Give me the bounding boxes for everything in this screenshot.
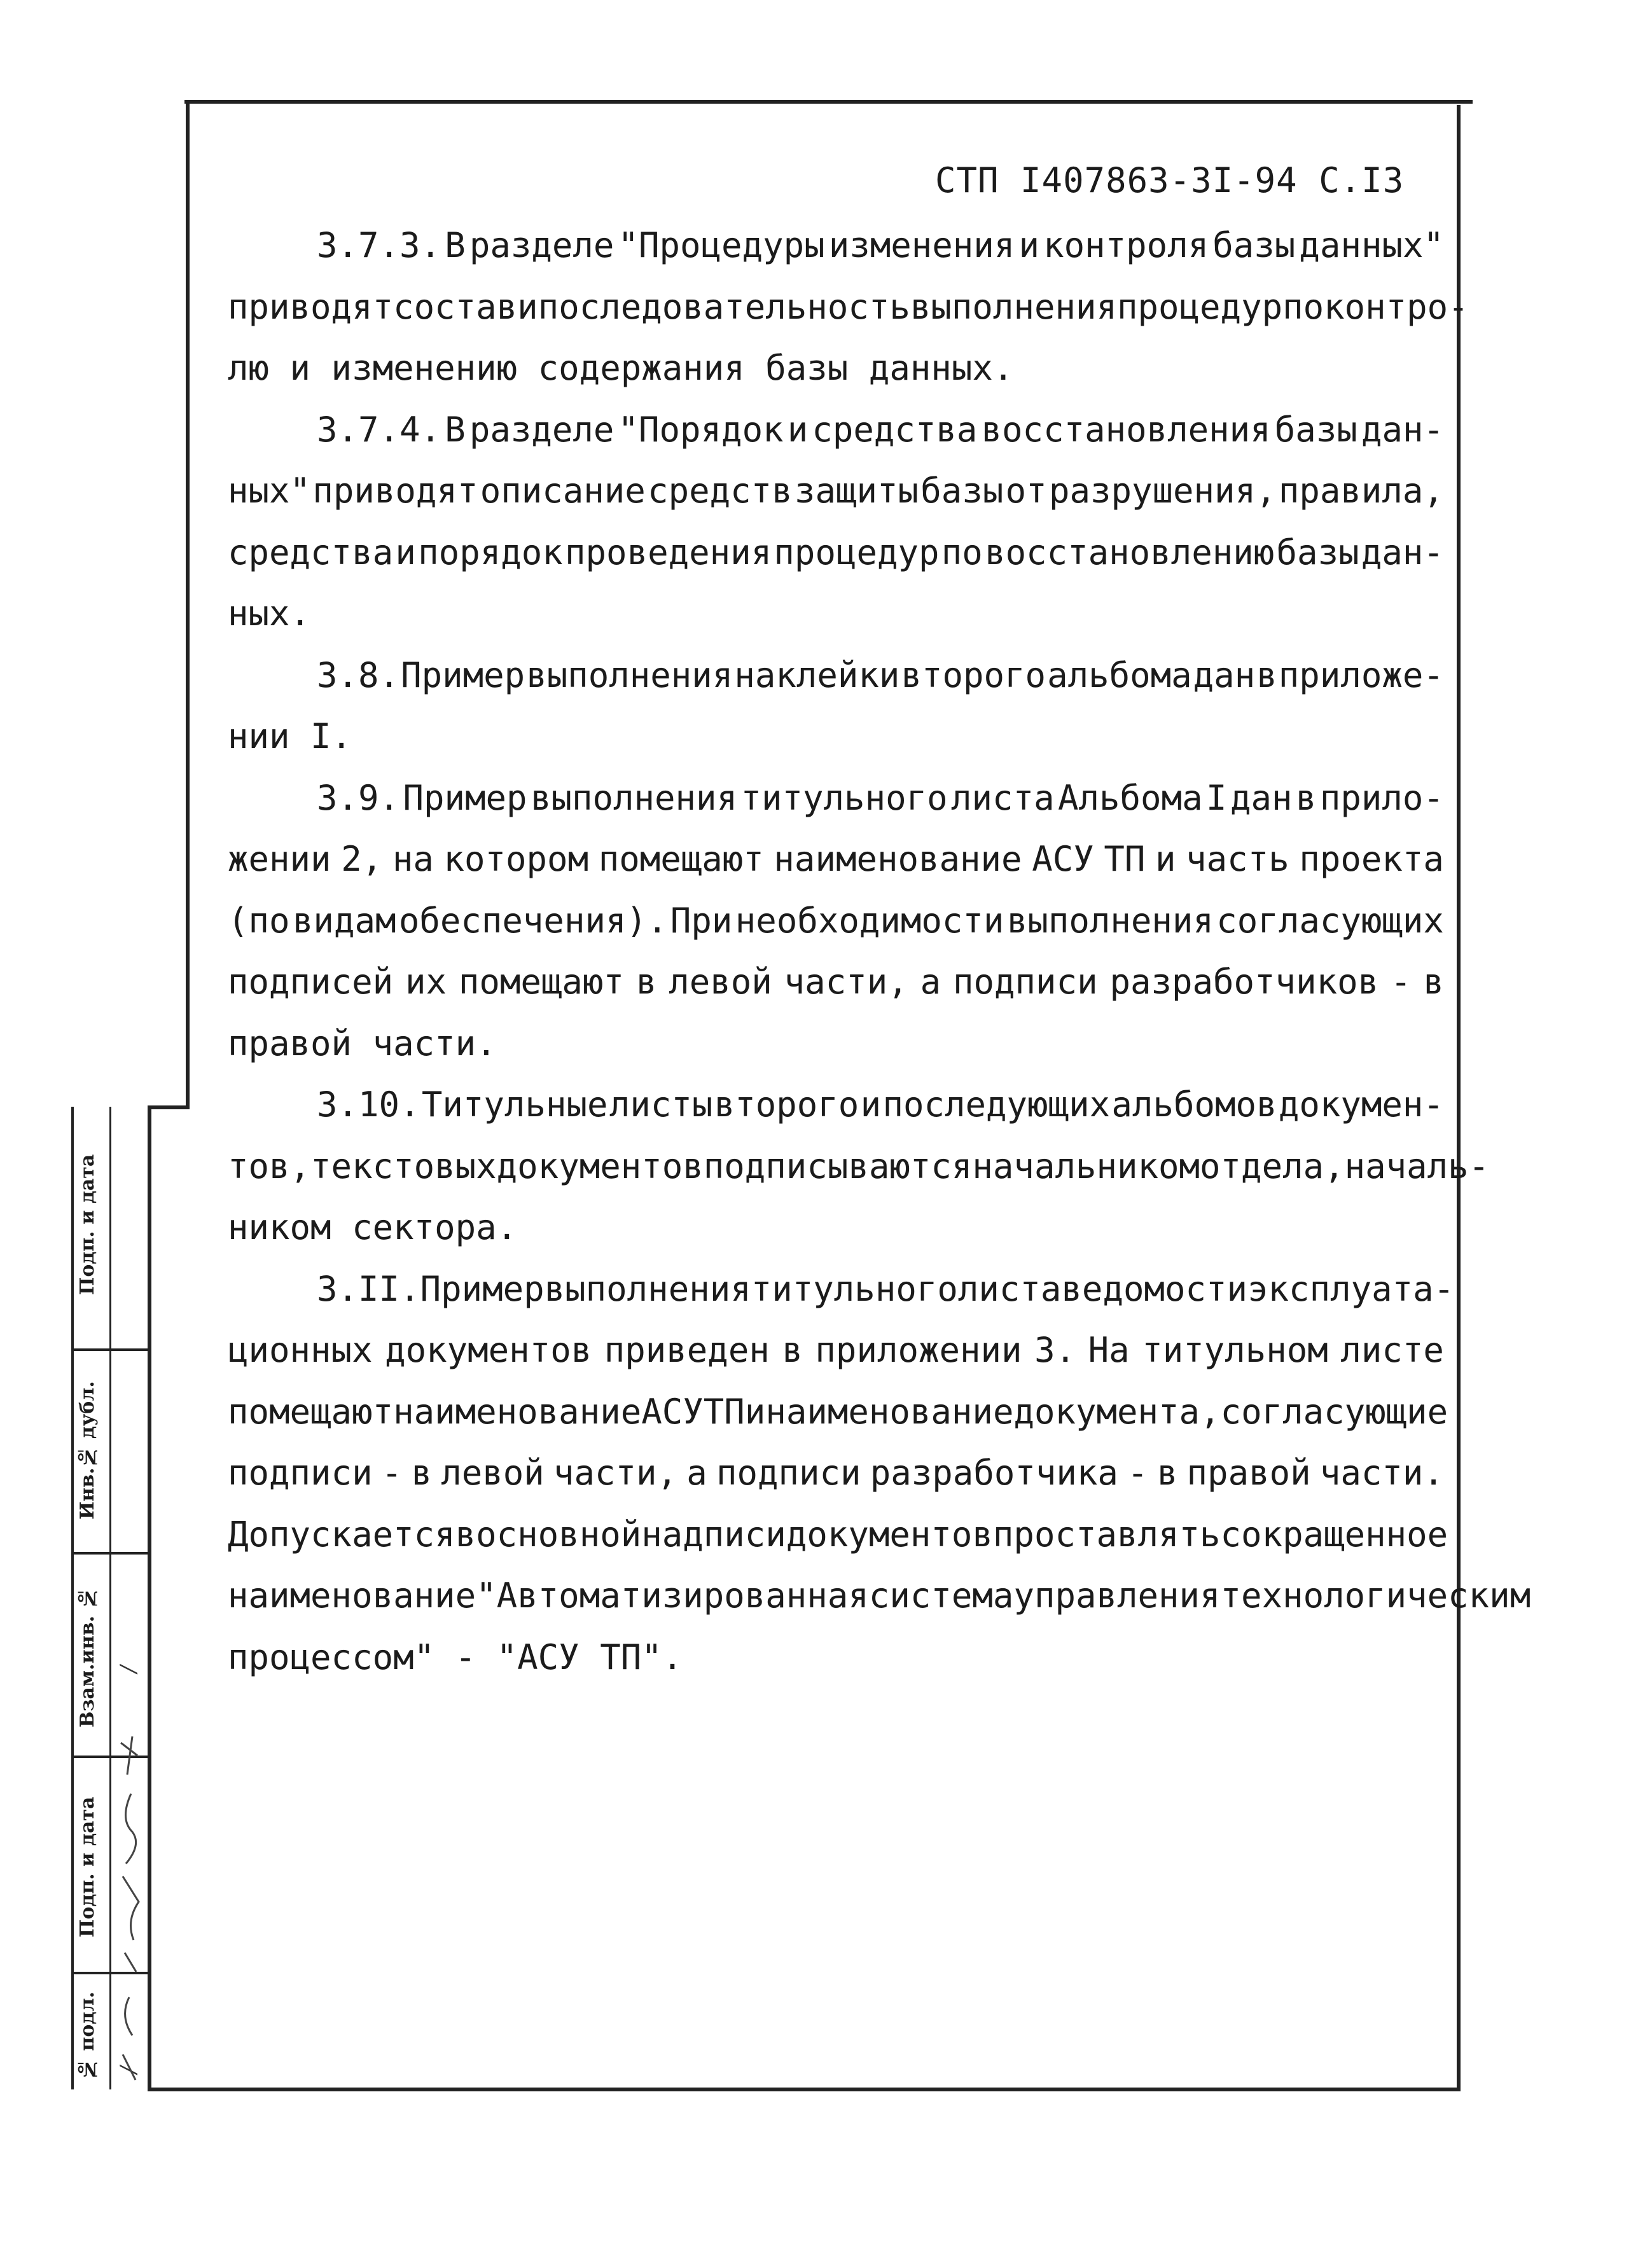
text-word: Пример (403, 777, 527, 818)
text-word: проставлять (992, 1514, 1221, 1555)
text-word: Допускается (228, 1514, 455, 1555)
text-line (228, 461, 1444, 522)
frame-left-lower (148, 1107, 151, 2091)
text-word: подписи (228, 1453, 373, 1493)
text-line (228, 1136, 1490, 1198)
text-word: изменения (828, 225, 1015, 265)
text-word: подписи (953, 962, 1098, 1002)
text-word: и (1018, 225, 1039, 265)
text-word: документа, (1013, 1391, 1221, 1432)
text-line (228, 768, 1444, 829)
text-word: АСУ (1032, 839, 1094, 879)
text-word: Альбома (1058, 777, 1203, 818)
text-word: альбома (1047, 655, 1192, 695)
text-word: начальником (972, 1146, 1200, 1186)
text-word: При (670, 900, 733, 941)
text-word: Титульные (421, 1084, 608, 1125)
text-word: помещают (458, 962, 624, 1002)
text-word: эксплуата- (1247, 1268, 1455, 1309)
text-word: технологическим (1220, 1576, 1531, 1616)
text-word: выполнения (544, 1268, 751, 1309)
text-word: второго (714, 1084, 859, 1125)
text-word: процедур (1117, 286, 1283, 327)
text-word: I (1206, 777, 1227, 818)
frame-top (184, 100, 1473, 104)
text-word: титульном (1142, 1330, 1328, 1370)
stamp-label-sign-date-2: Подп. и дата (76, 1796, 99, 1937)
text-word: проведения (565, 532, 772, 572)
text-word: в (782, 1330, 803, 1370)
text-word: в (1256, 655, 1277, 695)
text-line: ных. (228, 593, 311, 634)
text-word: документов (786, 1514, 993, 1555)
text-line (228, 1382, 1448, 1443)
text-word: базы (1274, 409, 1357, 450)
text-word: текстовых (310, 1146, 497, 1186)
text-word: наименование (228, 1576, 476, 1616)
text-word: 3.II. (317, 1268, 420, 1309)
text-word: выполнения (910, 286, 1117, 327)
text-word: (по (228, 900, 290, 941)
stamp-divider (109, 1107, 111, 2089)
text-word: управления (1013, 1576, 1221, 1616)
text-word: 3.7.4. (317, 409, 441, 450)
text-word: последовательность (538, 286, 910, 327)
text-line: процессом" - "АСУ ТП". (228, 1637, 683, 1677)
text-word: процедур (774, 532, 940, 572)
text-line (228, 399, 1444, 461)
text-line: нии I. (228, 716, 352, 756)
text-word: состав (393, 286, 518, 327)
text-word: система (868, 1576, 1014, 1616)
text-word: "Порядок (618, 409, 784, 450)
text-word: часть (1186, 839, 1289, 879)
text-word: а (686, 1453, 707, 1493)
text-line (228, 1259, 1455, 1320)
text-word: базы (1276, 532, 1359, 572)
text-word: правой (1186, 1453, 1311, 1493)
text-line (228, 1443, 1444, 1504)
frame-left (186, 102, 190, 1107)
text-word: началь- (1344, 1146, 1490, 1186)
text-word: правила, (1278, 471, 1444, 511)
stamp-border (71, 1107, 74, 2089)
text-word: разрушения, (1048, 471, 1277, 511)
text-word: листа (957, 1268, 1062, 1309)
text-word: На (1088, 1330, 1130, 1370)
text-line (228, 1565, 1531, 1627)
text-word: подписей (228, 962, 394, 1002)
frame-right (1457, 105, 1461, 2091)
text-word: и (1155, 839, 1176, 879)
stamp-label-sign-date-1: Подп. и дата (76, 1154, 99, 1295)
text-word: разработчиков (1109, 962, 1379, 1002)
text-word: наименование (774, 839, 1022, 879)
text-word: приводят (228, 286, 394, 327)
text-word: выполнения (530, 777, 738, 818)
text-line (228, 952, 1444, 1013)
text-word: и (395, 532, 416, 572)
text-word: видам (292, 900, 396, 941)
text-word: на (392, 839, 434, 879)
text-word: котором (443, 839, 589, 879)
text-line: ником сектора. (228, 1207, 518, 1247)
text-word: части, (553, 1453, 678, 1493)
text-word: по (941, 532, 983, 572)
text-word: "Автоматизированная (476, 1576, 869, 1616)
text-word: дан- (1361, 409, 1444, 450)
text-word: 2, (341, 839, 383, 879)
stamp-handwritten-mark: / (116, 1665, 141, 1673)
text-word: дан- (1361, 532, 1444, 572)
text-word: разделе (469, 225, 614, 265)
text-word: 3.7.3. (317, 225, 441, 265)
stamp-separator (71, 1348, 148, 1351)
text-word: обеспечения). (398, 900, 668, 941)
text-word: приведен (604, 1330, 770, 1370)
text-word: дан (1193, 655, 1256, 695)
text-word: сокращенное (1220, 1514, 1448, 1555)
text-word: в (635, 962, 657, 1002)
handwritten-signature (113, 1717, 145, 2048)
stamp-handwritten-mark: / (116, 2066, 141, 2074)
text-word: контроля (1043, 225, 1209, 265)
text-word: помещают (228, 1391, 394, 1432)
text-word: ТП (703, 1391, 745, 1432)
text-word: 3.9. (317, 777, 400, 818)
text-word: ных" (228, 471, 311, 511)
text-word: помещают (598, 839, 764, 879)
text-word: 3. (1034, 1330, 1076, 1370)
text-word: 3.10. (317, 1084, 420, 1125)
text-word: титульного (740, 777, 948, 818)
text-word: и (860, 1084, 882, 1125)
text-word: восстановлению (985, 532, 1275, 572)
text-word: в (411, 1453, 433, 1493)
text-word: восстановления (981, 409, 1271, 450)
text-word: Пример (420, 1268, 545, 1309)
text-word: части, (784, 962, 908, 1002)
text-line (228, 890, 1444, 952)
text-word: разработчика (870, 1453, 1118, 1493)
text-word: приложении (815, 1330, 1022, 1370)
text-word: "Процедуры (618, 225, 825, 265)
text-word: листе (1340, 1330, 1444, 1370)
text-word: ведомости (1061, 1268, 1248, 1309)
text-word: прило- (1319, 777, 1444, 818)
text-line (228, 1504, 1448, 1566)
text-word: описание (480, 471, 646, 511)
text-word: проекта (1299, 839, 1444, 879)
body-text (228, 215, 1531, 1688)
text-word: в (1423, 962, 1444, 1002)
frame-step (148, 1105, 190, 1109)
text-word: - (1390, 962, 1412, 1002)
text-word: последующих (882, 1084, 1111, 1125)
text-word: выполнения (526, 655, 733, 695)
text-word: второго (901, 655, 1046, 695)
text-word: - (381, 1453, 403, 1493)
text-word: - (1127, 1453, 1148, 1493)
text-word: приводят (312, 471, 478, 511)
text-word: жении (228, 839, 331, 879)
text-word: части. (1319, 1453, 1444, 1493)
text-word: подписываются (703, 1146, 973, 1186)
text-word: наклейки (734, 655, 900, 695)
text-word: в (1295, 777, 1317, 818)
stamp-separator (71, 1552, 148, 1555)
text-line (228, 829, 1444, 890)
text-word: и (744, 1391, 766, 1432)
document-code: СТП I407863-3I-94 С.I3 (935, 160, 1405, 200)
text-line (228, 1074, 1444, 1136)
text-word: по (1282, 286, 1324, 327)
text-word: альбомов (1111, 1084, 1277, 1125)
handwritten-slash (113, 2048, 145, 2086)
text-word: данных" (1299, 225, 1444, 265)
text-word: надписи (641, 1514, 786, 1555)
text-word: выполнения (1006, 900, 1214, 941)
text-word: отдела, (1200, 1146, 1345, 1186)
text-word: титульного (751, 1268, 958, 1309)
text-line (228, 277, 1469, 338)
text-line (228, 1320, 1444, 1382)
text-word: в (1156, 1453, 1178, 1493)
text-word: и (517, 286, 538, 327)
text-word: средства (228, 532, 394, 572)
text-word: АСУ (641, 1391, 704, 1432)
text-word: разделе (469, 409, 614, 450)
text-line (228, 215, 1444, 277)
text-word: контро- (1324, 286, 1469, 327)
text-word: документов (385, 1330, 592, 1370)
text-word: левой (669, 962, 772, 1002)
text-word: средств (648, 471, 793, 511)
text-word: листы (609, 1084, 713, 1125)
frame-bottom (148, 2088, 1461, 2091)
stamp-label-replace-inv: Взам.инв. № (76, 1586, 99, 1728)
text-word: ционных (228, 1330, 373, 1370)
text-word: дан (1230, 777, 1293, 818)
text-line: лю и изменению содержания базы данных. (228, 348, 1014, 388)
text-word: докумен- (1278, 1084, 1444, 1125)
side-stamp (71, 1107, 148, 2099)
text-word: в (455, 1514, 476, 1555)
text-line (228, 645, 1444, 707)
text-word: В (445, 409, 466, 450)
text-word: согласующих (1216, 900, 1444, 941)
text-word: документов (496, 1146, 704, 1186)
text-word: а (920, 962, 941, 1002)
text-word: ТП (1104, 839, 1146, 879)
text-word: В (445, 225, 466, 265)
text-word: 3.8. (317, 655, 400, 695)
text-line (228, 522, 1444, 584)
text-line: правой части. (228, 1023, 497, 1063)
text-word: наименование (393, 1391, 642, 1432)
text-word: средства (812, 409, 978, 450)
text-word: необходимости (735, 900, 1004, 941)
stamp-label-orig-inv: № подл. (76, 1991, 99, 2080)
text-word: базы (1212, 225, 1296, 265)
text-word: их (405, 962, 447, 1002)
text-word: и (787, 409, 809, 450)
text-word: тов, (228, 1146, 311, 1186)
text-word: левой (441, 1453, 545, 1493)
text-word: листа (951, 777, 1055, 818)
text-word: согласующие (1220, 1391, 1448, 1432)
stamp-label-dup-inv: Инв.№ дубл. (76, 1381, 99, 1520)
text-word: защиты (794, 471, 919, 511)
text-word: наименование (765, 1391, 1014, 1432)
text-word: основной (476, 1514, 642, 1555)
text-word: приложе- (1278, 655, 1444, 695)
text-word: порядок (418, 532, 563, 572)
text-word: от (1005, 471, 1047, 511)
text-word: базы (920, 471, 1004, 511)
text-word: подписи (716, 1453, 861, 1493)
text-word: Пример (401, 655, 525, 695)
